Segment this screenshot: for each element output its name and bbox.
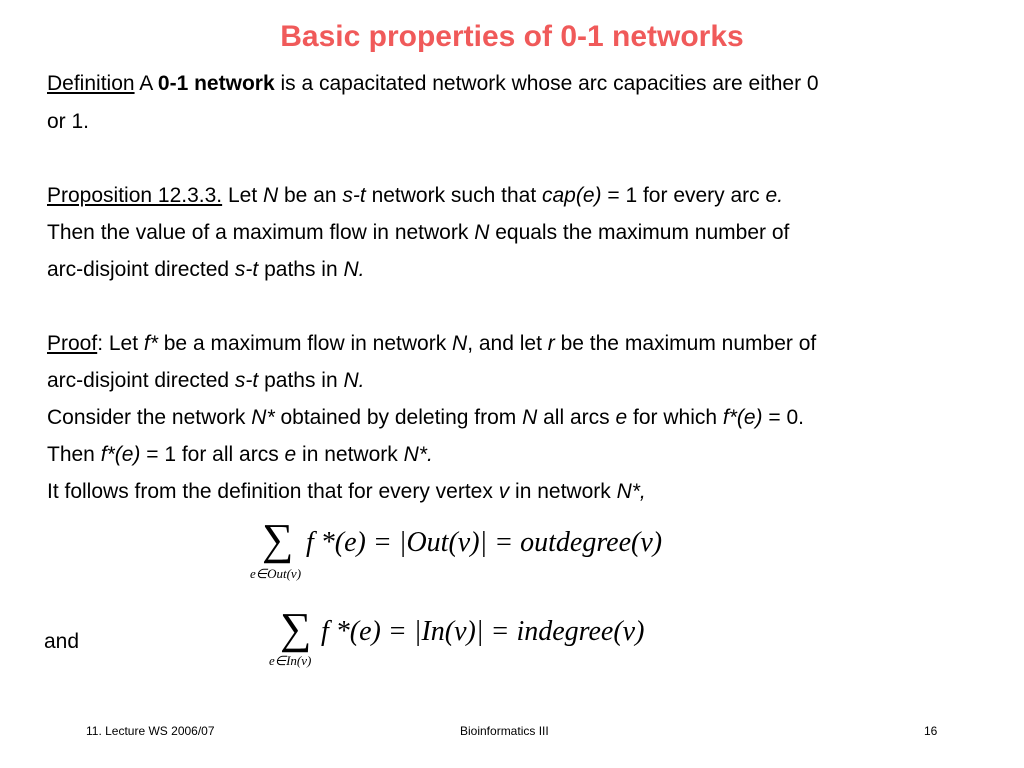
definition-text: A — [134, 72, 158, 95]
definition-text: or 1. — [47, 110, 90, 133]
equation-in-degree: f *(e) = |In(v)| = indegree(v) — [321, 616, 645, 647]
proposition-text: Then the value of a maximum flow in network — [47, 221, 475, 244]
proof-var: N*. — [403, 443, 433, 466]
proof-text: for which — [627, 406, 723, 429]
proposition-text: Let — [222, 184, 263, 207]
proof-text: in network — [509, 480, 617, 503]
proof-text: : Let — [97, 332, 144, 355]
proof-text: Consider the network — [47, 406, 252, 429]
proposition-text: = 1 for every arc — [601, 184, 766, 207]
proof-var: r — [547, 332, 555, 355]
sum-subscript-out: e∈Out(v) — [250, 566, 302, 581]
and-label: and — [44, 630, 80, 653]
proof-text: paths in — [258, 369, 344, 392]
proof-text: It follows from the definition that for every vertex — [47, 480, 499, 503]
proof-var: f* — [143, 332, 158, 355]
definition-label: Definition — [47, 72, 135, 95]
proof-text: Then — [47, 443, 101, 466]
proof-text: arc-disjoint directed — [47, 369, 235, 392]
proposition-var: cap(e) — [542, 184, 602, 207]
slide-title: Basic properties of 0-1 networks — [280, 20, 744, 53]
equation-out-degree: f *(e) = |Out(v)| = outdegree(v) — [306, 527, 663, 558]
proof-text: be a maximum flow in network — [157, 332, 453, 355]
definition-text: is a capacitated network whose arc capacities are either 0 — [274, 72, 819, 95]
proposition-line-1 — [47, 184, 783, 208]
proof-text: all arcs — [537, 406, 616, 429]
proof-text: = 0. — [762, 406, 805, 429]
proof-label: Proof — [47, 332, 98, 355]
proof-var: N*, — [616, 480, 646, 503]
proposition-line-2 — [47, 221, 789, 245]
proposition-text: paths in — [258, 258, 344, 281]
proof-var: v — [498, 480, 510, 503]
proof-line-4 — [47, 443, 433, 467]
proposition-var: N — [263, 184, 279, 207]
proof-var: f*(e) — [722, 406, 763, 429]
definition-line-2 — [47, 110, 89, 134]
footer-page-number: 16 — [924, 724, 938, 738]
proposition-var: N — [474, 221, 490, 244]
sum-subscript-in: e∈In(v) — [269, 653, 312, 668]
proof-line-1 — [47, 332, 816, 356]
proposition-var: e. — [765, 184, 784, 207]
sum-symbol: ∑ — [262, 515, 294, 564]
proposition-text: be an — [278, 184, 343, 207]
proof-var: N — [522, 406, 538, 429]
definition-term: 0-1 network — [157, 72, 275, 95]
proof-text: = 1 for all arcs — [140, 443, 285, 466]
proposition-text: equals the maximum number of — [489, 221, 790, 244]
proof-text: be the maximum number of — [554, 332, 817, 355]
proof-var: e — [615, 406, 628, 429]
proof-line-5 — [47, 480, 646, 504]
proposition-var: N. — [343, 258, 365, 281]
proposition-label: Proposition 12.3.3. — [47, 184, 223, 207]
footer-center: Bioinformatics III — [460, 724, 549, 738]
proposition-line-3 — [47, 258, 364, 282]
proof-var: N. — [343, 369, 365, 392]
proof-line-2 — [47, 369, 364, 393]
footer-left: 11. Lecture WS 2006/07 — [86, 724, 215, 738]
proof-line-3 — [47, 406, 804, 430]
proof-text: , and let — [467, 332, 548, 355]
proposition-var: s-t — [342, 184, 366, 207]
proof-var: N* — [251, 406, 275, 429]
proof-text: in network — [296, 443, 404, 466]
proposition-text: arc-disjoint directed — [47, 258, 235, 281]
proof-var: N — [452, 332, 468, 355]
proof-var: e — [284, 443, 297, 466]
proposition-text: network such that — [365, 184, 542, 207]
definition-line-1 — [47, 72, 819, 96]
proof-var: s-t — [234, 369, 259, 392]
proof-text: obtained by deleting from — [274, 406, 523, 429]
proposition-var: s-t — [234, 258, 259, 281]
proof-var: f*(e) — [100, 443, 141, 466]
sum-symbol: ∑ — [280, 604, 312, 653]
